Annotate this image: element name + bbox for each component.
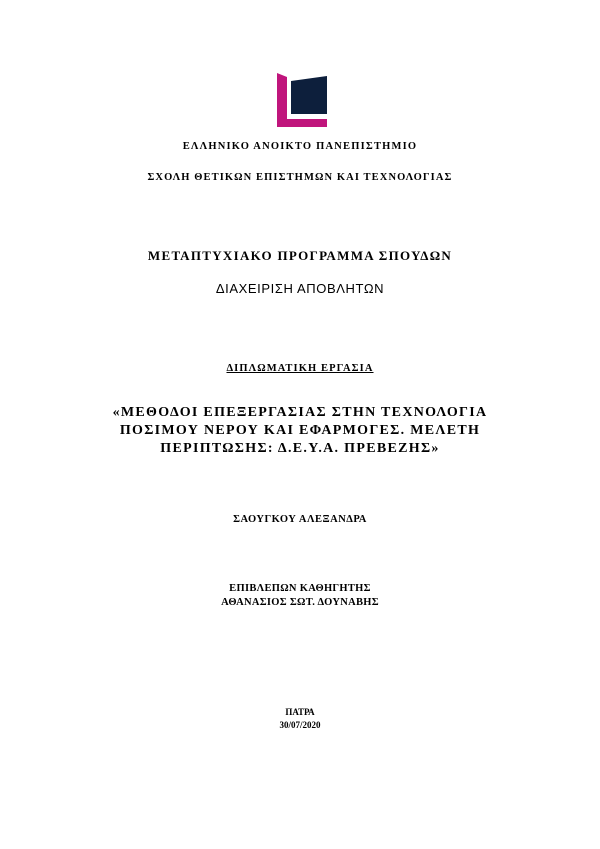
thesis-title-line: «ΜΕΘΟΔΟΙ ΕΠΕΞΕΡΓΑΣΙΑΣ ΣΤΗΝ ΤΕΧΝΟΛΟΓΙΑ: [112, 405, 488, 420]
author-name: ΣΑΟΥΓΚΟΥ ΑΛΕΞΑΝΔΡΑ: [233, 514, 367, 525]
city: ΠΑΤΡΑ: [285, 707, 315, 717]
university-logo: [277, 73, 327, 127]
supervisor-label: ΕΠΙΒΛΕΠΩΝ ΚΑΘΗΓΗΤΗΣ: [229, 583, 371, 594]
school-name: ΣΧΟΛΗ ΘΕΤΙΚΩΝ ΕΠΙΣΤΗΜΩΝ ΚΑΙ ΤΕΧΝΟΛΟΓΙΑΣ: [147, 172, 453, 183]
thesis-title: [60, 404, 540, 458]
thesis-title-line: ΠΕΡΙΠΤΩΣΗΣ: Δ.Ε.Υ.Α. ΠΡΕΒΕΖΗΣ»: [160, 441, 440, 456]
supervisor-name: ΑΘΑΝΑΣΙΟΣ ΣΩΤ. ΔΟΥΝΑΒΗΣ: [221, 597, 379, 608]
thesis-type: ΔΙΠΛΩΜΑΤΙΚΗ ΕΡΓΑΣΙΑ: [226, 363, 374, 374]
program-title: ΜΕΤΑΠΤΥΧΙΑΚΟ ΠΡΟΓΡΑΜΜΑ ΣΠΟΥΔΩΝ: [147, 248, 453, 263]
university-name: ΕΛΛΗΝΙΚΟ ΑΝΟΙΚΤΟ ΠΑΝΕΠΙΣΤΗΜΙΟ: [182, 141, 418, 152]
date: 30/07/2020: [279, 720, 321, 730]
thesis-title-line: ΠΟΣΙΜΟΥ ΝΕΡΟΥ ΚΑΙ ΕΦΑΡΜΟΓΕΣ. ΜΕΛΕΤΗ: [119, 423, 481, 438]
program-specialization: ΔΙΑΧΕΙΡΙΣΗ ΑΠΟΒΛΗΤΩΝ: [215, 281, 385, 296]
